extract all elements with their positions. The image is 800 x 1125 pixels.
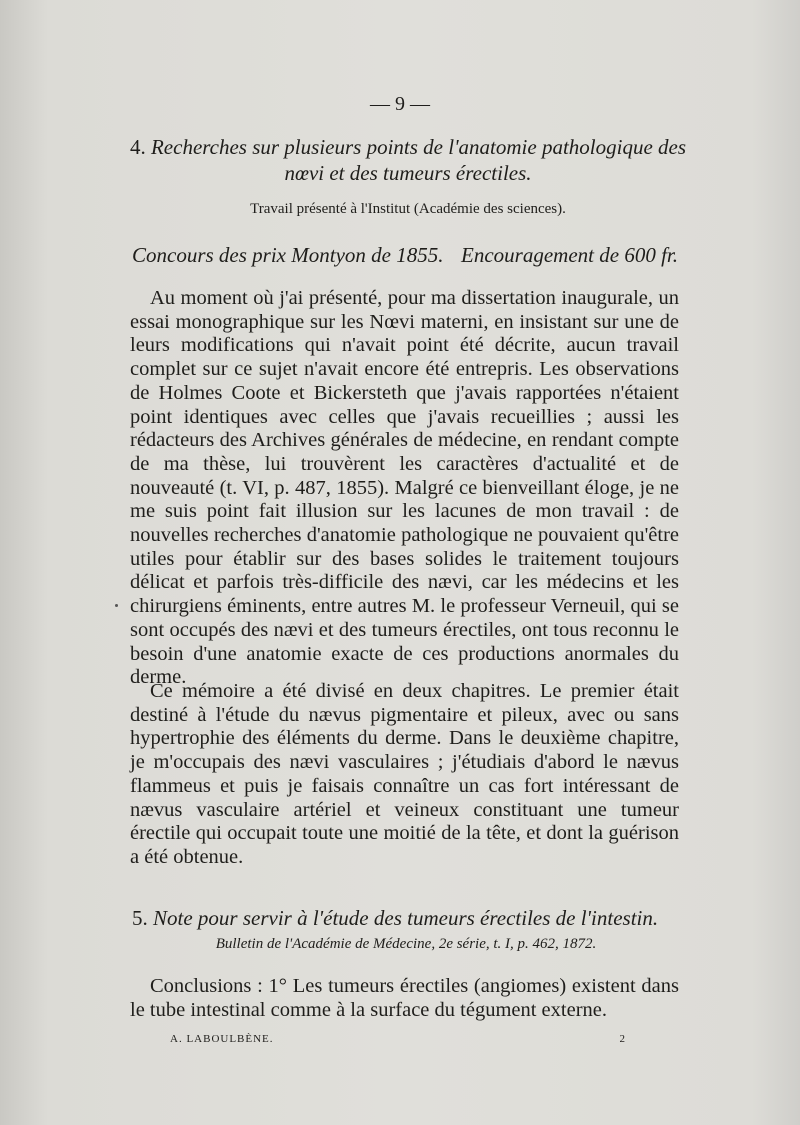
section-5-bulletin: Bulletin de l'Académie de Médecine, 2e série, t. I, p. 462, 1872. bbox=[215, 936, 597, 952]
concours-left: Concours des prix Montyon de 1855. bbox=[132, 243, 444, 267]
section-4-title: Recherches sur plusieurs points de l'anatomie pathologique des nœvi et des tumeurs érectiles. bbox=[150, 135, 687, 185]
page-footer bbox=[170, 1033, 626, 1045]
section-4-paragraph-1: Au moment où j'ai présenté, pour ma dissertation inaugurale, un essai monographique sur les Nœvi materni, en insistant sur une de leurs modifications qui n'avait point été décrite, aucun travail complet sur ce sujet n'avait encore été entrepris. Les observations de Holmes Coote et Bickersteth que j'avais rapportées n'étaient point identiques avec celles que j'avais recueillies ; aussi les rédacteurs des Archives générales de médecine, en rendant compte de ma thèse, lui trouvèrent les caractères d'actualité et de nouveauté (t. VI, p. 487, 1855). Malgré ce bienveillant éloge, je ne me suis point fait illusion sur les lacunes de mon travail : de nouvelles recherches d'anatomie pathologique ne pouvaient qu'être utiles pour établir sur des bases solides le traitement toujours délicat et parfois très-difficile des nævi, car les médecins et les chirurgiens éminents, entre autres M. le professeur Verneuil, qui se sont occupés des nævi et des tumeurs érectiles, ont tous reconnu le besoin d'une anatomie exacte de ces productions anormales du derme. bbox=[130, 287, 679, 689]
page-number: — 9 — bbox=[370, 93, 430, 115]
section-5-heading bbox=[132, 906, 680, 931]
section-5-conclusions: Conclusions : 1° Les tumeurs érectiles (angiomes) existent dans le tube intestinal comme à la surface du tégument externe. bbox=[130, 975, 679, 1021]
concours-line bbox=[132, 243, 678, 268]
section-4-number: 4. bbox=[129, 135, 146, 159]
section-5-title: Note pour servir à l'étude des tumeurs érectiles de l'intestin. bbox=[153, 906, 659, 930]
footer-author: A. LABOULBÈNE. bbox=[170, 1033, 274, 1045]
section-5-number: 5. bbox=[132, 906, 148, 930]
footer-signature-mark: 2 bbox=[619, 1033, 626, 1045]
concours-right: Encouragement de 600 fr. bbox=[461, 243, 678, 267]
section-4-heading bbox=[128, 134, 688, 186]
section-4-paragraph-2: Ce mémoire a été divisé en deux chapitres. Le premier était destiné à l'étude du nævus pigmentaire et pileux, avec ou sans hypertrophie des éléments du derme. Dans le deuxième chapitre, je m'occupais des nævi vasculaires ; j'étudiais d'abord le nævus flammeus et puis je faisais connaître un cas fort intéressant de nævus vasculaire artériel et veineux constituant une tumeur érectile qui occupait toute une moitié de la tête, et dont la guérison a été obtenue. bbox=[130, 680, 679, 868]
margin-mark bbox=[115, 604, 118, 607]
section-4-subtitle: Travail présenté à l'Institut (Académie des sciences). bbox=[250, 201, 566, 217]
